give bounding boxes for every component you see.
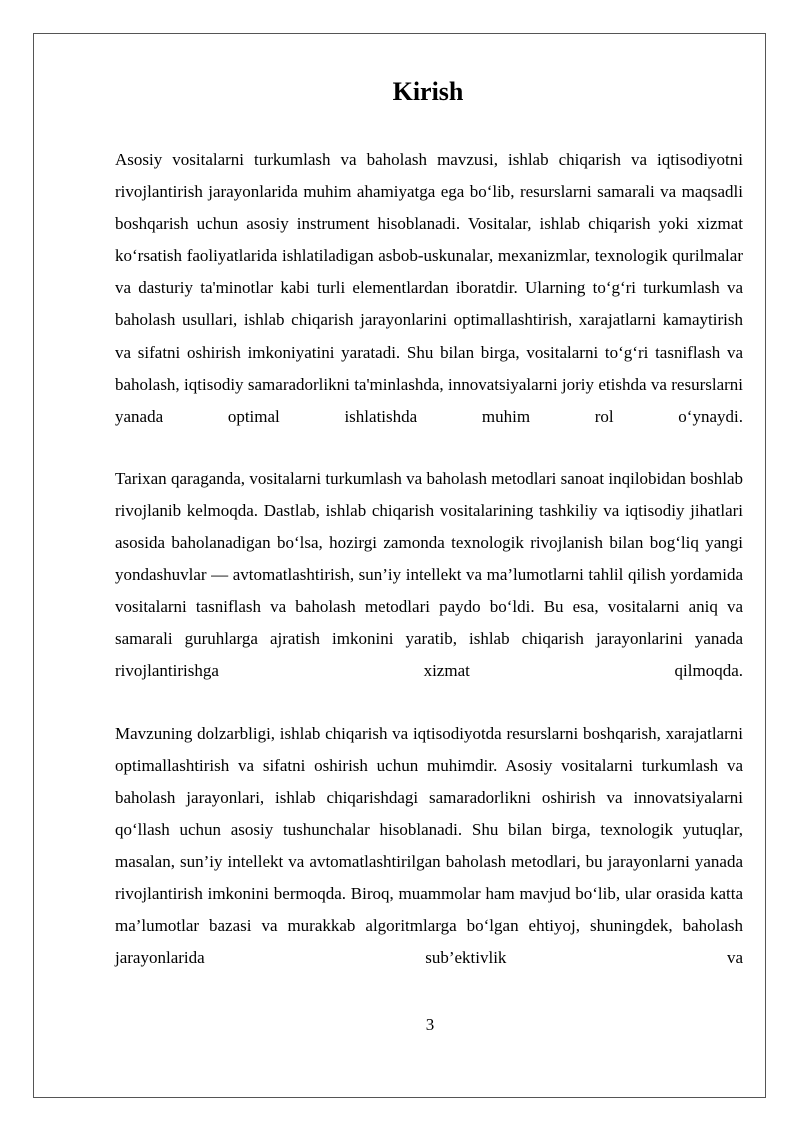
document-body — [115, 144, 743, 974]
paragraph-introduction: Asosiy vositalarni turkumlash va baholash mavzusi, ishlab chiqarish va iqtisodiyotni rivojlantirish jarayonlarida muhim ahamiyatga ega bo‘lib, resurslarni samarali va maqsadli boshqarish uchun asosiy instrument hisoblanadi. Vositalar, ishlab chiqarish yoki xizmat ko‘rsatish faoliyatlarida ishlatiladigan asbob-uskunalar, mexanizmlar, texnologik qurilmalar va dasturiy ta'minotlar kabi turli elementlardan iboratdir. Ularning to‘g‘ri turkumlash va baholash usullari, ishlab chiqarish jarayonlarini optimallashtirish, xarajatlarni kamaytirish va sifatni oshirish imkoniyatini yaratadi. Shu bilan birga, vositalarni to‘g‘ri tasniflash va baholash, iqtisodiy samaradorlikni ta'minlashda, innovatsiyalarni joriy etishda va resurslarni yanada optimal ishlatishda muhim rol o‘ynaydi. — [115, 150, 743, 426]
paragraph-relevance: Mavzuning dolzarbligi, ishlab chiqarish va iqtisodiyotda resurslarni boshqarish, xarajatlarni optimallashtirish va sifatni oshirish uchun muhimdir. Asosiy vositalarni turkumlash va baholash jarayonlari, ishlab chiqarishdagi samaradorlikni oshirish va innovatsiyalarni qo‘llash uchun asosiy tushunchalar hisoblanadi. Shu bilan birga, texnologik yutuqlar, masalan, sun’iy intellekt va avtomatlashtirilgan baholash metodlari, bu jarayonlarni yanada rivojlantirish imkonini bermoqda. Biroq, muammolar ham mavjud bo‘lib, ular orasida katta ma’lumotlar bazasi va murakkab algoritmlarga bo‘lgan ehtiyoj, shuningdek, baholash jarayonlarida sub’ektivlik va — [115, 723, 743, 968]
page-title: Kirish — [392, 77, 464, 106]
page-number: 3 — [425, 1015, 435, 1034]
paragraph-history: Tarixan qaraganda, vositalarni turkumlash va baholash metodlari sanoat inqilobidan boshlab rivojlanib kelmoqda. Dastlab, ishlab chiqarish vositalarining tashkiliy va iqtisodiy jihatlari asosida baholanadigan bo‘lsa, hozirgi zamonda texnologik rivojlanish bilan bog‘liq yangi yondashuvlar — avtomatlashtirish, sun’iy intellekt va ma’lumotlarni tahlil qilish yordamida vositalarni tasniflash va baholash metodlari paydo bo‘ldi. Bu esa, vositalarni aniq va samarali guruhlarga ajratish imkonini yaratib, ishlab chiqarish jarayonlarini yanada rivojlantirishga xizmat qilmoqda. — [115, 468, 743, 681]
